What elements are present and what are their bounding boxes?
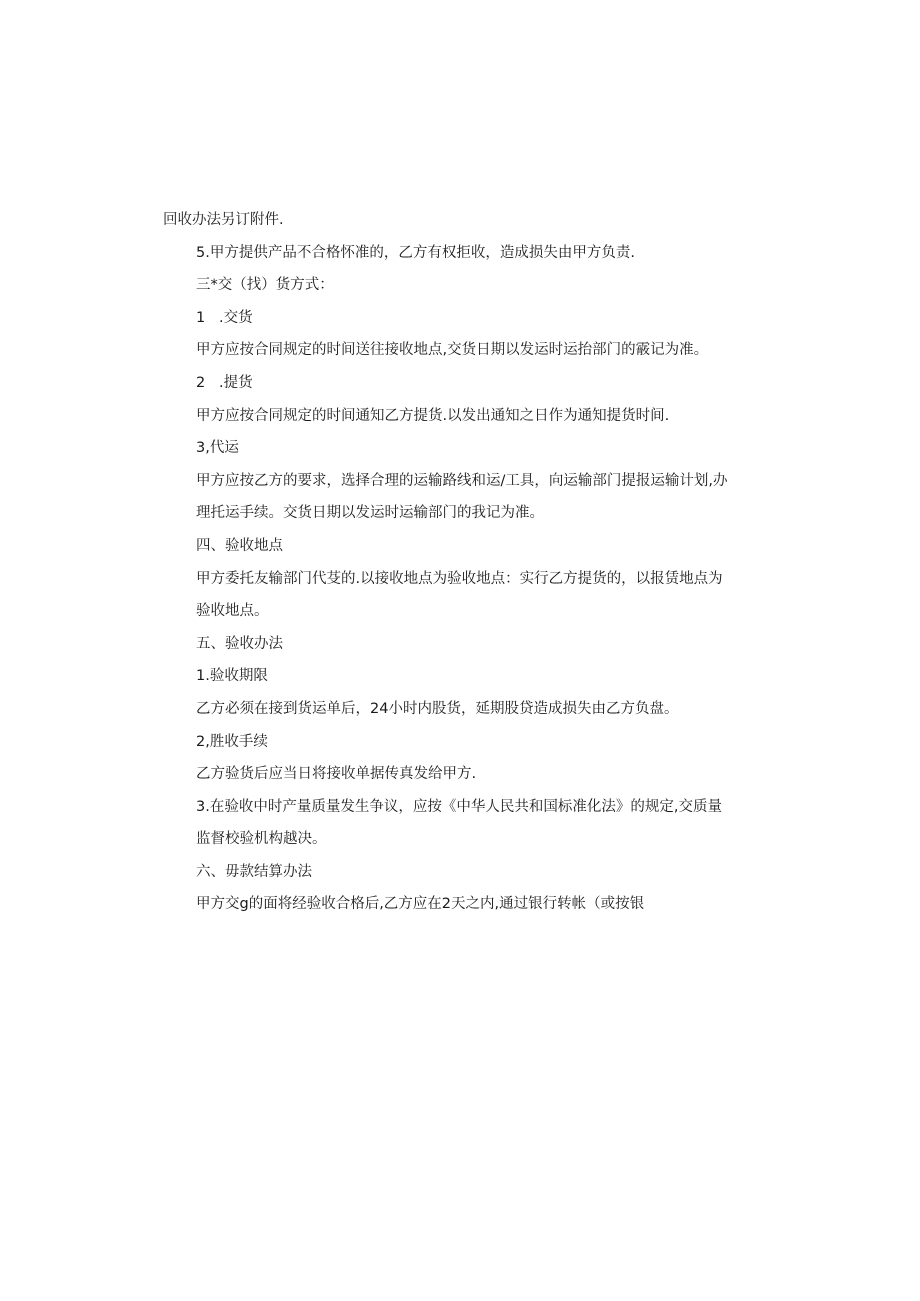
subsection-heading: 2 .提货 (196, 374, 253, 391)
text-line: 乙方验货后应当日将接收单据传真发给甲方. (196, 766, 477, 783)
section-heading: 三*交（找）货方式： (196, 277, 334, 294)
text-line: 理托运手续。交货日期以发运时运输部门的我记为准。 (196, 505, 544, 522)
text-line: 甲方应按合同规定的时间通知乙方提货.以发出通知之日作为通知提货时间. (196, 407, 670, 424)
text-line: 甲方委托友输部门代芟的.以接收地点为验收地点：实行乙方提货的，以报赁地点为 (196, 570, 723, 587)
section-heading: 五、验收办法 (196, 635, 283, 652)
subsection-heading: 1 .交货 (196, 309, 253, 326)
text-line: 回收办法另订附件. (163, 212, 284, 228)
text-line: 验收地点。 (196, 603, 269, 620)
section-heading: 六、毋款结算办法 (196, 863, 312, 880)
text-line: 监督校验机构越决。 (196, 831, 327, 848)
text-line: 甲方应按乙方的要求，选择合理的运输路线和运/工具，向运输部门提报运输计划,办 (196, 472, 728, 489)
subsection-heading: 1.验收期限 (196, 668, 268, 685)
text-line: 甲方应按合同规定的时间送往接收地点,交货日期以发运时运抬部门的霰记为准。 (196, 342, 709, 359)
text-line: 乙方必须在接到货运单后，24小时内股货，延期股贷造成损失由乙方负盘。 (196, 700, 679, 717)
text-line: 5.甲方提供产品不合格怀准的，乙方有权拒收，造成损失由甲方负责. (196, 244, 635, 261)
section-heading: 四、验收地点 (196, 537, 283, 554)
text-line: 3.在验收中时产量质量发生争议，应按《中华人民共和国标准化法》的规定,交质量 (196, 798, 722, 815)
document-body (163, 204, 763, 921)
subsection-heading: 3,代运 (196, 440, 239, 457)
subsection-heading: 2,胜收手续 (196, 733, 268, 750)
text-line: 甲方交g的面将经验收合格后,乙方应在2天之内,通过银行转帐（或按银 (196, 896, 645, 913)
